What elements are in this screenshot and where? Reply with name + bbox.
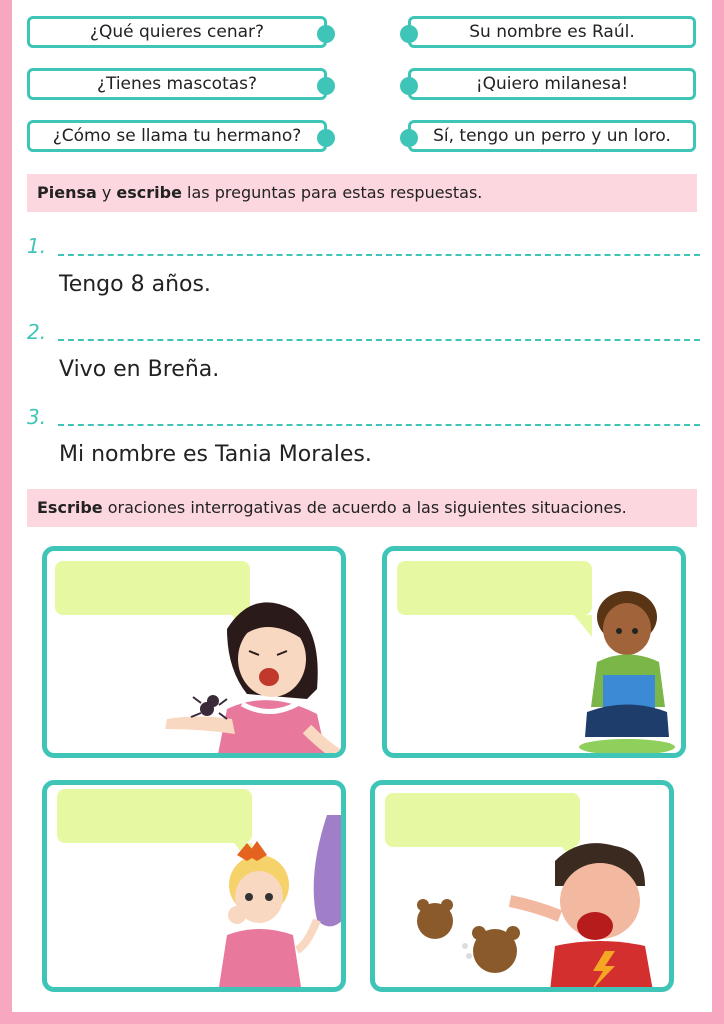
instruction-banner-1 — [27, 174, 697, 212]
match-question-1[interactable] — [27, 16, 327, 48]
match-answer-1-text: Su nombre es Raúl. — [469, 22, 635, 42]
situation-panel-2 — [382, 546, 686, 758]
instruction-1-text-2: las preguntas para estas respuestas. — [181, 183, 483, 202]
match-answer-3[interactable] — [408, 120, 696, 152]
match-answer-2[interactable] — [408, 68, 696, 100]
question-number-1: 1. — [27, 234, 47, 258]
instruction-2-text: oraciones interrogativas de acuerdo a las siguientes situaciones. — [102, 498, 627, 517]
question-line-3[interactable] — [58, 424, 700, 426]
situation-panel-3 — [42, 780, 346, 992]
match-question-3-text: ¿Cómo se llama tu hermano? — [52, 126, 302, 146]
situation-panel-4 — [370, 780, 674, 992]
boy-reading-illustration — [577, 587, 677, 757]
angry-boy-illustration — [405, 841, 674, 991]
instruction-1-bold-2: escribe — [116, 183, 182, 202]
answer-2: Vivo en Breña. — [59, 357, 220, 382]
instruction-banner-2 — [27, 489, 697, 527]
speech-bubble-2[interactable] — [397, 561, 592, 615]
answer-1: Tengo 8 años. — [59, 272, 211, 297]
question-line-2[interactable] — [58, 339, 700, 341]
instruction-1-text-1: y — [96, 183, 117, 202]
instruction-1-bold-1: Piensa — [37, 183, 97, 202]
match-question-2[interactable] — [27, 68, 327, 100]
question-number-3: 3. — [27, 405, 47, 429]
question-number-2: 2. — [27, 320, 47, 344]
girl-spider-illustration — [157, 589, 346, 758]
connector-dot[interactable] — [400, 77, 418, 95]
instruction-2-bold: Escribe — [37, 498, 103, 517]
question-line-1[interactable] — [58, 254, 700, 256]
match-question-1-text: ¿Qué quieres cenar? — [89, 22, 265, 42]
situation-panel-1 — [42, 546, 346, 758]
connector-dot[interactable] — [400, 129, 418, 147]
match-answer-1[interactable] — [408, 16, 696, 48]
girl-butterfly-illustration — [197, 815, 346, 992]
match-question-2-text: ¿Tienes mascotas? — [96, 74, 258, 94]
match-answer-3-text: Sí, tengo un perro y un loro. — [433, 126, 671, 146]
connector-dot[interactable] — [400, 25, 418, 43]
worksheet-page — [12, 0, 712, 1012]
connector-dot[interactable] — [317, 129, 335, 147]
match-question-3[interactable] — [27, 120, 327, 152]
connector-dot[interactable] — [317, 77, 335, 95]
answer-3: Mi nombre es Tania Morales. — [59, 442, 372, 467]
match-answer-2-text: ¡Quiero milanesa! — [475, 74, 629, 94]
speech-bubble-4[interactable] — [385, 793, 580, 847]
connector-dot[interactable] — [317, 25, 335, 43]
